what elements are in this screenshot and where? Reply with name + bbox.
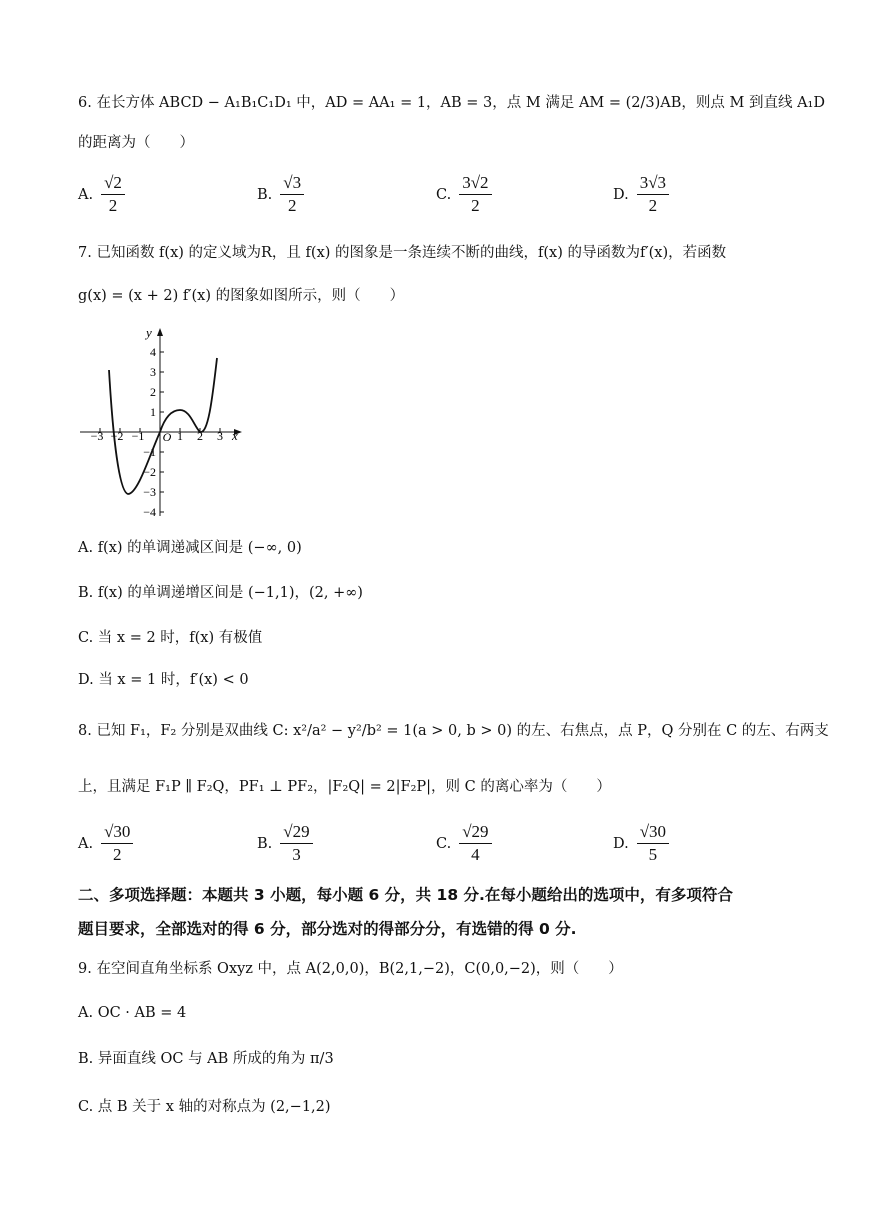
y-axis-label: y [146,325,152,340]
q6-option-b [257,172,304,217]
option-label: A. [78,835,94,852]
y-axis-arrow [157,328,163,336]
y-tick-label: −4 [143,505,156,518]
numerator: √29 [459,821,491,844]
numerator: √29 [280,821,312,844]
x-tick-label: −3 [90,429,104,443]
numerator: √3 [280,172,304,195]
fraction [280,821,312,866]
denominator: 3 [292,845,301,864]
section-heading-line1: 二、多项选择题：本题共 3 小题，每小题 6 分，共 18 分.在每小题给出的选项中，有多项符合 [78,886,733,904]
q6-stem-line2: 的距离为（ ） [78,135,194,151]
q7-option-d: D. 当 x = 1 时，f′(x) < 0 [78,672,249,688]
option-label: C. [436,186,452,203]
x-tick-label: 2 [197,429,203,443]
fraction [101,821,133,866]
q9-option-b: B. 异面直线 OC 与 AB 所成的角为 π/3 [78,1051,334,1067]
denominator: 4 [471,845,480,864]
q6-option-d [613,172,669,217]
q8-option-d [613,821,669,866]
q7-option-c: C. 当 x = 2 时，f(x) 有极值 [78,630,263,646]
fraction [101,172,125,217]
numerator: √30 [101,821,133,844]
x-tick-label: 3 [217,429,223,443]
denominator: 2 [108,196,118,215]
y-tick-label: 4 [150,345,156,359]
fraction [637,172,669,217]
q8-option-b [257,821,313,866]
fraction [459,821,491,866]
section-heading-line2: 题目要求，全部选对的得 6 分，部分选对的得部分分，有选错的得 0 分. [78,920,577,938]
q8-option-a [78,821,133,866]
y-tick-label: 3 [150,365,156,379]
q9-option-a: A. OC · AB = 4 [78,1005,187,1021]
x-axis-label: x [232,428,238,443]
y-tick-label: 2 [150,385,156,399]
y-tick-label: 1 [150,405,156,419]
q9-stem: 9. 在空间直角坐标系 Oxyz 中，点 A(2,0,0)，B(2,1,−2)，C(0,0,−2)，则（ ） [78,961,623,977]
q6-option-a [78,172,125,217]
q8-option-c [436,821,492,866]
q9-option-c: C. 点 B 关于 x 轴的对称点为 (2,−1,2) [78,1099,331,1115]
numerator: 3√3 [637,172,669,195]
fraction [280,172,304,217]
option-label: D. [613,186,629,203]
q8-stem-line2: 上，且满足 F₁P ∥ F₂Q，PF₁ ⊥ PF₂，|F₂Q| = 2|F₂P|，则 C 的离心率为（ ） [78,779,611,795]
q7-option-a: A. f(x) 的单调递减区间是 (−∞, 0) [78,540,302,556]
x-tick-label: 1 [177,429,183,443]
y-tick-label: −3 [143,485,156,499]
numerator: √30 [637,821,669,844]
q7-function-graph [76,322,256,518]
x-tick-label: −2 [110,429,124,443]
q7-stem-line1: 7. 已知函数 f(x) 的定义域为R，且 f(x) 的图象是一条连续不断的曲线，f(x) 的导函数为f′(x)，若函数 [78,245,727,261]
y-tick-label: −2 [143,465,156,479]
denominator: 2 [471,196,480,215]
function-curve [109,358,217,494]
q6-option-c [436,172,492,217]
x-tick-label: −1 [131,429,145,443]
denominator: 5 [648,845,658,864]
q8-stem-line1: 8. 已知 F₁，F₂ 分别是双曲线 C: x²/a² − y²/b² = 1(a > 0, b > 0) 的左、右焦点，点 P，Q 分别在 C 的左、右两支 [78,723,829,739]
option-label: C. [436,835,452,852]
denominator: 2 [113,845,122,864]
numerator: √2 [101,172,125,195]
denominator: 2 [287,196,297,215]
option-label: B. [257,186,273,203]
numerator: 3√2 [459,172,491,195]
option-label: B. [257,835,273,852]
x-tick-label: O [162,430,172,444]
option-label: D. [613,835,629,852]
q6-stem-line1: 6. 在长方体 ABCD − A₁B₁C₁D₁ 中，AD = AA₁ = 1，AB = 3，点 M 满足 AM = (2/3)AB，则点 M 到直线 A₁D [78,95,825,111]
y-tick-label: −1 [143,445,156,459]
q7-option-b: B. f(x) 的单调递增区间是 (−1,1)，(2, +∞) [78,585,363,601]
q7-stem-line2: g(x) = (x + 2) f′(x) 的图象如图所示，则（ ） [78,288,405,304]
denominator: 2 [648,196,658,215]
fraction [637,821,669,866]
option-label: A. [78,186,94,203]
fraction [459,172,491,217]
